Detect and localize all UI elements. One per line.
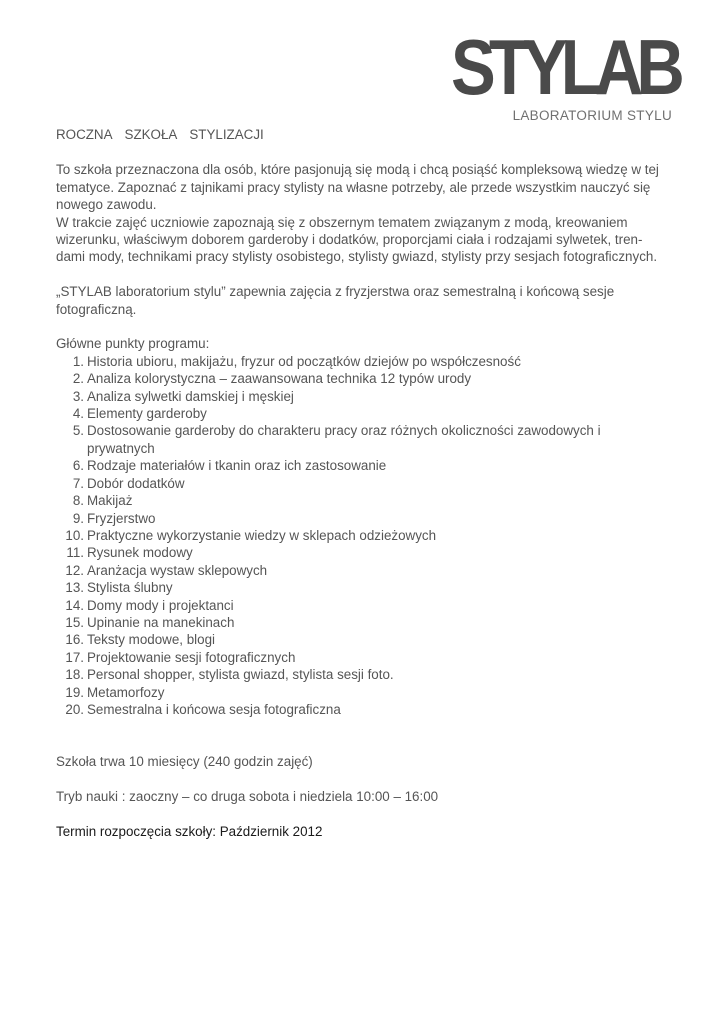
program-item-number: 17. <box>65 649 84 665</box>
program-item-text: Fryzjerstwo <box>87 510 156 526</box>
intro-paragraph-2: W trakcie zajęć uczniowie zapoznają się z obszernym tematem związanym z modą, kreowaniem wizerunku, właściwym doborem garderoby i dodatków, proporcjami ciała i rodzajami sylwetek, tren-dami mody, technikami pracy stylisty osobistego, stylisty gwiazd, stylisty przy sesjach fotograficznych. <box>56 214 658 265</box>
program-item-number: 2. <box>72 371 84 387</box>
program-item-text: Teksty modowe, blogi <box>87 632 216 648</box>
program-item <box>56 684 671 701</box>
program-item-number: 13. <box>65 580 84 596</box>
program-item-text: Historia ubioru, makijażu, fryzur od początków dziejów po współczesność <box>87 353 521 369</box>
program-item-number: 1. <box>72 353 84 369</box>
program-item <box>56 492 671 509</box>
program-item-number: 4. <box>72 406 84 422</box>
program-item-number: 19. <box>65 684 84 700</box>
program-item-text: Aranżacja wystaw sklepowych <box>87 562 268 578</box>
start-date-text: Termin rozpoczęcia szkoły: Październik 2012 <box>56 823 323 839</box>
program-item-number: 7. <box>72 475 84 491</box>
program-item-text: Upinanie na manekinach <box>87 614 235 630</box>
program-item <box>56 701 671 718</box>
program-item-text: Makijaż <box>87 493 133 509</box>
program-item <box>56 579 671 596</box>
program-item-text: Domy mody i projektanci <box>87 597 234 613</box>
program-item <box>56 422 671 457</box>
program-item-text: Analiza sylwetki damskiej i męskiej <box>87 388 294 404</box>
program-item-text: Dostosowanie garderoby do charakteru pracy oraz różnych okoliczności zawodowych i prywatnych <box>87 423 601 456</box>
logo-tagline: LABORATORIUM STYLU <box>512 108 672 123</box>
program-item-number: 6. <box>72 458 84 474</box>
program-item-text: Projektowanie sesji fotograficznych <box>87 649 296 665</box>
program-item-text: Semestralna i końcowa sesja fotograficzna <box>87 701 341 717</box>
program-item <box>56 649 671 666</box>
program-item-number: 12. <box>65 562 84 578</box>
program-item <box>56 544 671 561</box>
program-item-number: 8. <box>72 493 84 509</box>
program-item-number: 11. <box>66 545 84 561</box>
program-item <box>56 631 671 648</box>
program-item <box>56 475 671 492</box>
program-item <box>56 388 671 405</box>
program-item-text: Stylista ślubny <box>87 580 173 596</box>
program-item <box>56 370 671 387</box>
study-mode-text: Tryb nauki : zaoczny – co druga sobota i niedziela 10:00 – 16:00 <box>56 788 439 804</box>
program-item-text: Personal shopper, stylista gwiazd, stylista sesji foto. <box>87 667 394 683</box>
program-item-number: 16. <box>65 632 84 648</box>
program-item-number: 14. <box>65 597 84 613</box>
stylab-logo <box>450 23 678 128</box>
program-item-text: Analiza kolorystyczna – zaawansowana technika 12 typów urody <box>87 371 472 387</box>
program-item <box>56 597 671 614</box>
program-item-text: Rodzaje materiałów i tkanin oraz ich zastosowanie <box>87 458 387 474</box>
program-item <box>56 510 671 527</box>
program-item-number: 18. <box>65 667 84 683</box>
program-item <box>56 527 671 544</box>
program-item <box>56 614 671 631</box>
document-heading: ROCZNA SZKOŁA STYLIZACJI <box>56 127 264 142</box>
program-item-number: 9. <box>72 510 84 526</box>
program-list <box>56 353 671 719</box>
duration-text: Szkoła trwa 10 miesięcy (240 godzin zajęć) <box>56 754 313 770</box>
logo-wordmark: STYLAB <box>450 23 678 111</box>
program-item-text: Praktyczne wykorzystanie wiedzy w sklepach odzieżowych <box>87 527 437 543</box>
program-item-number: 10. <box>65 527 84 543</box>
program-item-number: 20. <box>65 701 84 717</box>
program-item-text: Elementy garderoby <box>87 406 207 422</box>
program-title: Główne punkty programu: <box>56 336 210 352</box>
intro-paragraph-1: To szkoła przeznaczona dla osób, które pasjonują się modą i chcą posiąść kompleksową wiedzę w tej tematyce. Zapoznać z tajnikami pracy stylisty na własne potrzeby, ale przede wszystkim nauczyć się nowego zawodu. <box>56 162 659 213</box>
program-item <box>56 353 671 370</box>
program-item <box>56 457 671 474</box>
photo-session-note: „STYLAB laboratorium stylu” zapewnia zajęcia z fryzjerstwa oraz semestralną i końcową sesje fotograficzną. <box>56 284 615 317</box>
program-item-number: 15. <box>65 614 84 630</box>
program-item-text: Rysunek modowy <box>87 545 193 561</box>
program-item <box>56 562 671 579</box>
document-body <box>56 126 671 840</box>
program-item <box>56 666 671 683</box>
program-item-text: Metamorfozy <box>87 684 165 700</box>
program-item-number: 3. <box>72 388 84 404</box>
program-item-number: 5. <box>72 423 84 439</box>
program-item-text: Dobór dodatków <box>87 475 185 491</box>
program-item <box>56 405 671 422</box>
